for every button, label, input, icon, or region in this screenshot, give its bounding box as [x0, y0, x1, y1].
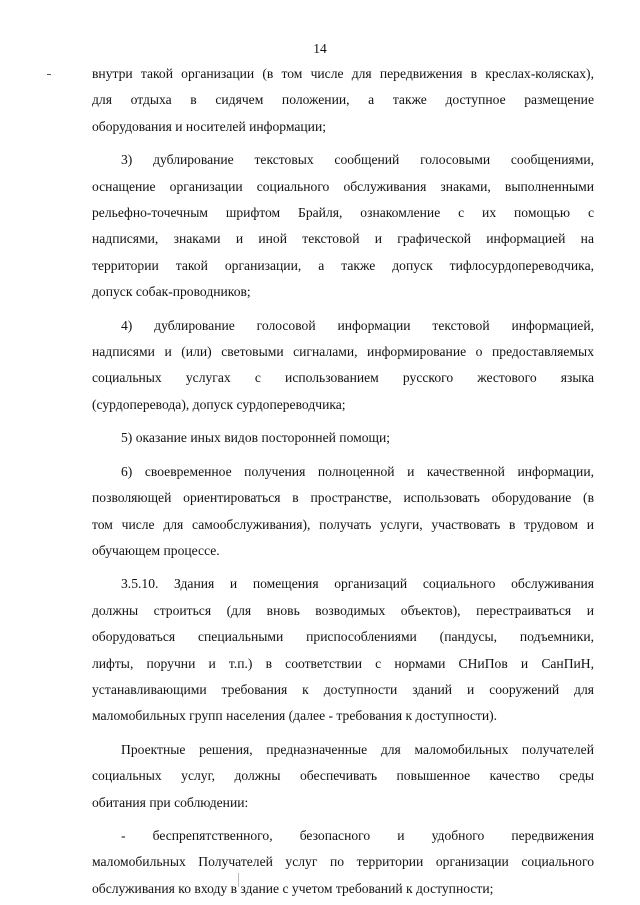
paragraph — [92, 823, 594, 902]
text-line: 3.5.10. Здания и помещения организаций социального обслуживания — [121, 576, 594, 592]
text-line: 5) оказание иных видов посторонней помощи; — [121, 430, 391, 446]
text-line: Проектные решения, предназначенные для маломобильных получателей — [121, 741, 594, 757]
text-line: маломобильных групп населения (далее - требования к доступности). — [92, 708, 498, 724]
paragraph — [92, 61, 594, 140]
text-line: обслуживания ко входу в здание с учетом требований к доступности; — [92, 880, 494, 896]
text-line: допуск собак-проводников; — [92, 284, 251, 300]
text-line: позволяющей ориентироваться в пространстве, использовать оборудование (в — [92, 490, 594, 506]
text-line: территории такой организации, а также допуск тифлосурдопереводчика, — [92, 257, 594, 273]
text-line: 3) дублирование текстовых сообщений голосовыми сообщениями, — [121, 152, 594, 168]
document-body — [92, 61, 594, 902]
text-line: надписями и (или) световыми сигналами, информирование о предоставляемых — [92, 344, 594, 360]
text-line: надписями, знаками и иной текстовой и графической информацией на — [92, 231, 594, 247]
text-line: оснащение организации социального обслуживания знаками, выполненными — [92, 178, 594, 194]
text-line: оборудоваться специальными приспособлениями (пандусы, подъемники, — [92, 629, 594, 645]
text-line: внутри такой организации (в том числе для передвижения в креслах-колясках), — [92, 66, 594, 81]
text-line: оборудования и носителей информации; — [92, 118, 327, 134]
text-line: устанавливающими требования к доступности зданий и сооружений для — [92, 681, 594, 697]
text-line: 6) своевременное получения полноценной и качественной информации, — [121, 463, 594, 479]
page-number: 14 — [313, 41, 327, 56]
paragraph — [92, 737, 594, 816]
text-line: - беспрепятственного, безопасного и удобного передвижения — [121, 827, 594, 843]
text-line: обучающем процессе. — [92, 542, 220, 558]
text-line: обитания при соблюдении: — [92, 794, 249, 810]
text-line: том числе для самообслуживания), получать услуги, участвовать в трудовом и — [92, 516, 594, 532]
paragraph — [92, 459, 594, 565]
text-line: социальных услуг, должны обеспечивать повышенное качество среды — [92, 768, 594, 784]
paragraph — [92, 313, 594, 419]
text-line: лифты, поручни и т.п.) в соответствии с нормами СНиПов и СанПиН, — [92, 655, 594, 671]
text-line: социальных услугах с использованием русского жестового языка — [92, 370, 594, 386]
text-line: 4) дублирование голосовой информации текстовой информацией, — [121, 317, 594, 333]
text-line: рельефно-точечным шрифтом Брайля, ознакомление с их помощью с — [92, 205, 594, 221]
text-line: должны строиться (для вновь возводимых объектов), перестраиваться и — [92, 602, 594, 618]
paragraph — [92, 571, 594, 729]
text-line: для отдыха в сидячем положении, а также доступное размещение — [92, 92, 594, 108]
paragraph — [92, 425, 594, 451]
text-line: маломобильных Получателей услуг по территории организации социального — [92, 854, 594, 870]
paragraph — [92, 147, 594, 305]
text-line: (сурдоперевода), допуск сурдопереводчика; — [92, 396, 346, 412]
margin-mark — [47, 74, 51, 75]
